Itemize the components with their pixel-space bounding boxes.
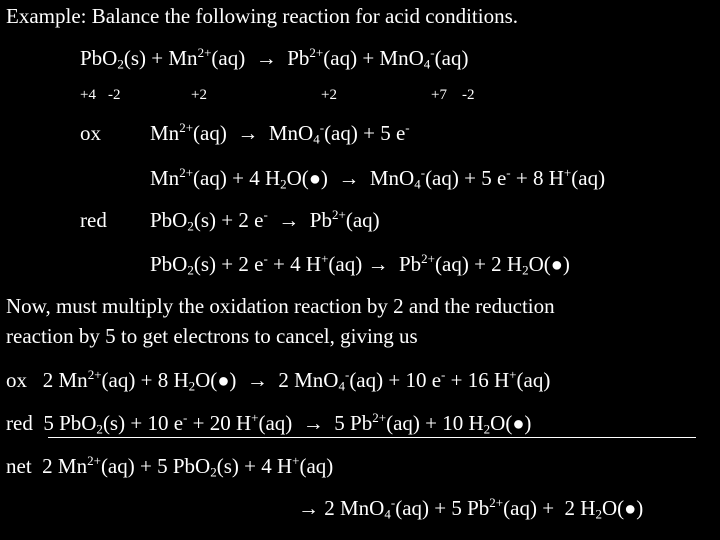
ox-half-reaction-balanced: $Mn^{2+}(aq) + 4$ $H_2O(●) \to MnO_4^-(aq) + 5$ e- + 8 H+(aq) [150,164,606,192]
slide-title: Example: Balance the following reaction for acid conditions. [6,4,518,28]
ox-state-o2: -2 [462,87,475,103]
arrow-icon: → [367,252,389,276]
ox-state-pb: +4 [80,87,96,103]
red-half-reaction: PbO$_2$(s) + 2 $e^- \to Pb^{2+}(aq)$ [150,206,380,234]
explanation-line-2: reaction by 5 to get electrons to cancel, giving us [6,324,418,348]
net-reaction-reactants: net 2 $Mn^{2+}(aq) + 5$ PbO$_2$(s) + 4 H+(aq) [6,452,334,480]
red-label: red [80,208,107,232]
liquid-icon: ● [512,413,525,435]
arrow-icon: → [237,121,259,145]
ox-state-o: -2 [108,87,121,103]
ox-state-mn7: +7 [431,87,447,103]
ox-label: ox [80,121,101,145]
ox-scaled-reaction: ox 2 $Mn^{2+}(aq) + 8$ $H_2O(●) \to 2$ MnO$_4$-(aq) + 10 e- + 16 H+(aq) [6,366,551,394]
arrow-icon: → [246,368,268,392]
net-reaction-products: → 2 MnO$_4$-(aq) + 5 $Pb^{2+}(aq) + 2$ $H_2O(●)$ [298,494,644,522]
arrow-icon: → [338,166,360,190]
arrow-icon: → [278,208,300,232]
liquid-icon: ● [624,498,637,520]
liquid-icon: ● [550,254,563,276]
arrow-icon: → [255,46,277,70]
ox-state-mn: +2 [191,87,207,103]
liquid-icon: ● [308,168,321,190]
overall-equation: $PbO_2(s) + Mn^{2+}(aq) \to Pb^{2+}(aq) + MnO_4^-(aq)$ [80,44,469,72]
explanation-line-1: Now, must multiply the oxidation reaction by 2 and the reduction [6,294,555,318]
red-scaled-reaction: red 5 PbO$_2$(s) + 10 e- + 20 H+(aq) → 5 $Pb^{2+}(aq) + 10$ $H_2O(●)$ [6,409,532,437]
liquid-icon: ● [217,370,230,392]
ox-half-reaction: $Mn^{2+}(aq) \to MnO_4^-(aq) + 5$ e- [150,119,410,147]
ox-state-pb2: +2 [321,87,337,103]
sum-divider [48,437,696,438]
arrow-icon: → [302,411,324,435]
arrow-icon: → [298,496,319,520]
red-half-reaction-balanced: PbO$_2$(s) + 2 e- + 4 $H^+(aq) \to Pb^{2+}(aq) + 2$ $H_2O(●)$ [150,250,570,278]
